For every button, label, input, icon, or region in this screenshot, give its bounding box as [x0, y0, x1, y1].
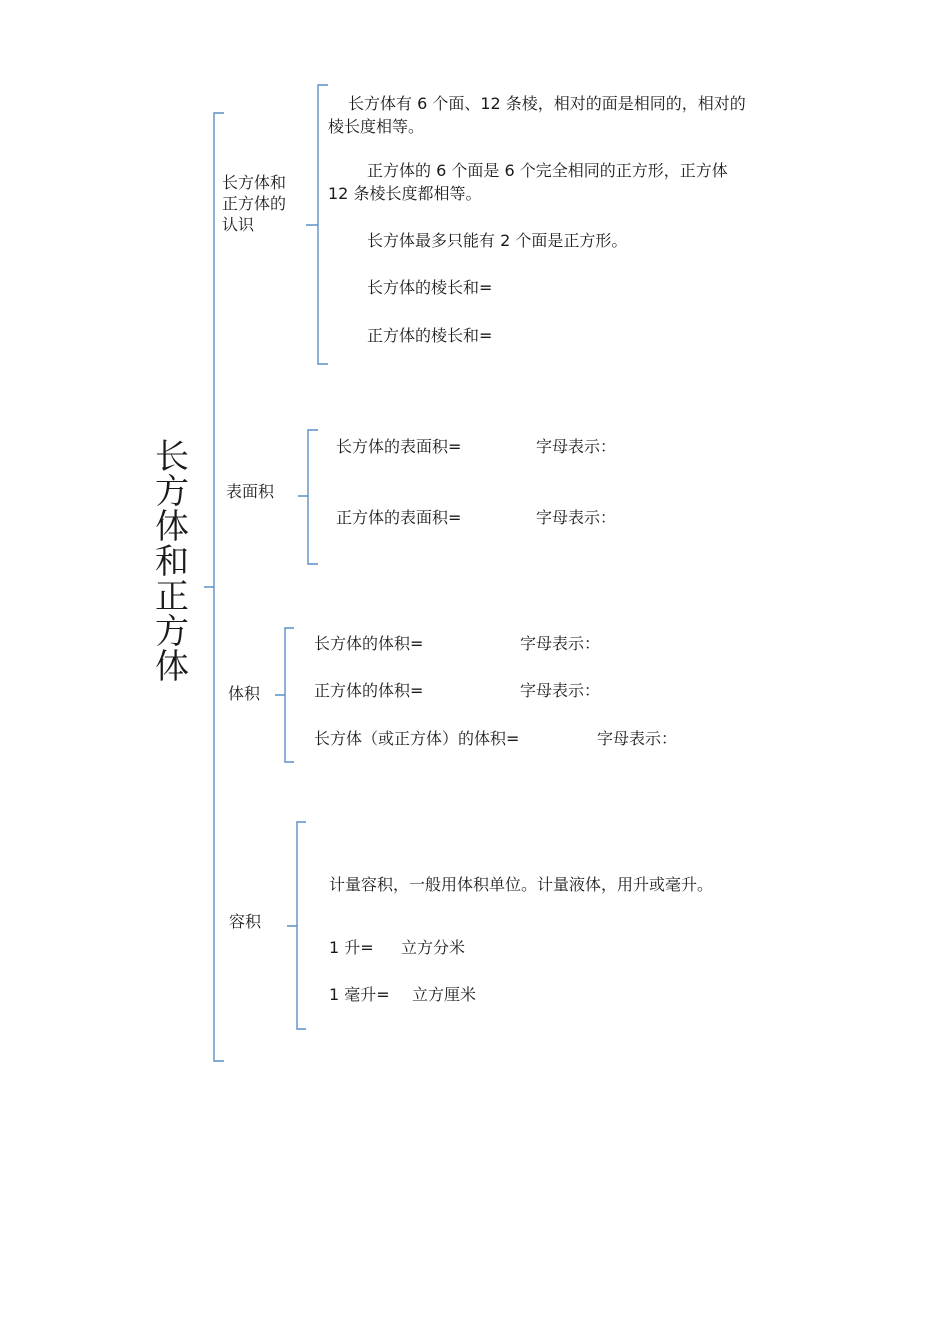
- surface-letter-1: 字母表示：: [536, 437, 617, 456]
- surface-area-bracket: [298, 430, 318, 564]
- main-bracket: [204, 113, 224, 1061]
- capacity-ml-left: 1 毫升=: [329, 985, 390, 1004]
- volume-bracket: [275, 628, 294, 762]
- volume-letter-2: 字母表示：: [520, 681, 601, 700]
- branch-surface-area-label: 表面积: [226, 482, 275, 501]
- capacity-bracket: [287, 822, 306, 1029]
- branch-volume-label: 体积: [228, 684, 261, 703]
- surface-formula-2: 正方体的表面积=: [336, 508, 462, 527]
- recognition-item-3: 长方体最多只能有 2 个面是正方形。: [367, 231, 628, 250]
- volume-formula-3: 长方体（或正方体）的体积=: [314, 729, 520, 748]
- capacity-ml-right: 立方厘米: [412, 985, 477, 1004]
- recognition-item-4: 长方体的棱长和=: [367, 278, 493, 297]
- surface-letter-2: 字母表示：: [536, 508, 617, 527]
- main-title: 长方体和正方体: [155, 437, 189, 687]
- branch-recognition-label: 长方体和正方体的认识: [222, 173, 287, 234]
- recognition-item-5: 正方体的棱长和=: [367, 326, 493, 345]
- recognition-item-1: 长方体有 6 个面、12 条棱，相对的面是相同的，相对的棱长度相等。: [328, 94, 746, 136]
- volume-formula-2: 正方体的体积=: [314, 681, 424, 700]
- recognition-item-2: 正方体的 6 个面是 6 个完全相同的正方形，正方体 12 条棱长度都相等。: [328, 161, 728, 203]
- branch-capacity-label: 容积: [229, 912, 262, 931]
- capacity-item-1: 计量容积，一般用体积单位。计量液体，用升或毫升。: [329, 875, 714, 894]
- capacity-liter-left: 1 升=: [329, 938, 374, 957]
- recognition-bracket: [306, 85, 328, 364]
- capacity-liter-right: 立方分米: [401, 938, 466, 957]
- surface-formula-1: 长方体的表面积=: [336, 437, 462, 456]
- volume-letter-3: 字母表示：: [597, 729, 678, 748]
- volume-formula-1: 长方体的体积=: [314, 634, 424, 653]
- volume-letter-1: 字母表示：: [520, 634, 601, 653]
